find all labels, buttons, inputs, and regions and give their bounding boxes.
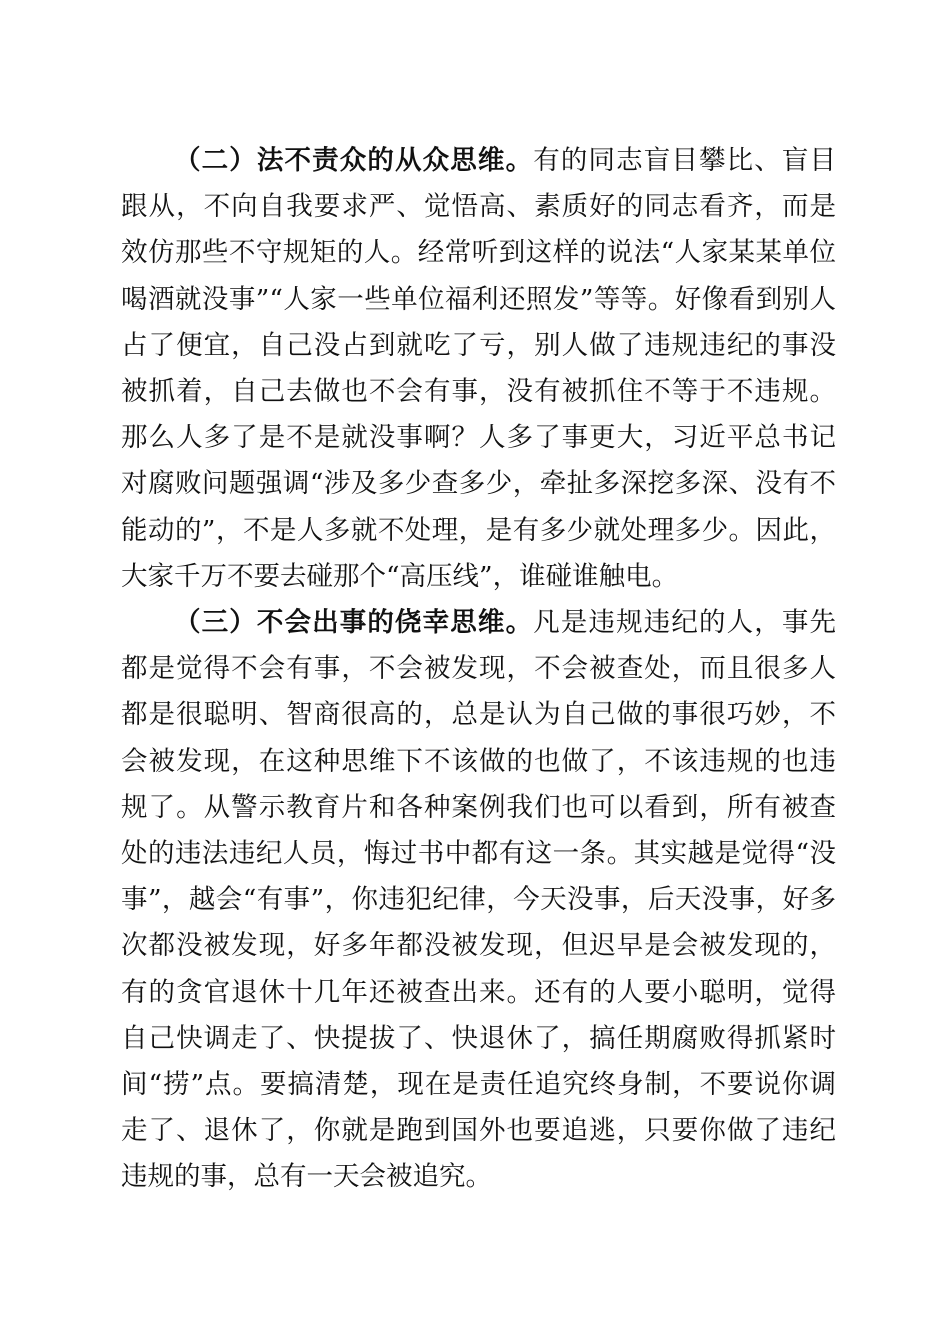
paragraph-heading: （三）不会出事的侥幸思维。	[174, 607, 534, 639]
paragraph-text: 有的同志盲目攀比、盲目跟从，不向自我要求严、觉悟高、素质好的同志看齐，而是效仿那些不守规矩的人。经常听到这样的说法“人家某某单位喝酒就没事”“人家一些单位福利还照发”等等。好像看到别人占了便宜，自己没占到就吃了亏，别人做了违规违纪的事没被抓着，自己去做也不会有事，没有被抓住不等于不违规。那么人多了是不是就没事啊？人多了事更大，习近平总书记对腐败问题强调“涉及多少查多少，牵扯多深挖多深、没有不能动的”，不是人多就不处理，是有多少就处理多少。因此，大家千万不要去碰那个“高压线”，谁碰谁触电。	[121, 145, 837, 592]
document-body	[121, 138, 836, 1201]
paragraph-heading: （二）法不责众的从众思维。	[174, 145, 534, 176]
paragraph-luck-mentality	[121, 600, 836, 1201]
paragraph-herd-mentality	[121, 138, 836, 600]
paragraph-text: 凡是违规违纪的人，事先都是觉得不会有事，不会被发现，不会被查处，而且很多人都是很聪明、智商很高的，总是认为自己做的事很巧妙，不会被发现，在这种思维下不该做的也做了，不该违规的也违规了。从警示教育片和各种案例我们也可以看到，所有被查处的违法违纪人员，悔过书中都有这一条。其实越是觉得“没事”，越会“有事”，你违犯纪律，今天没事，后天没事，好多次都没被发现，好多年都没被发现，但迟早是会被发现的，有的贪官退休十几年还被查出来。还有的人要小聪明，觉得自己快调走了、快提拔了、快退休了，搞任期腐败得抓紧时间“捞”点。要搞清楚，现在是责任追究终身制，不要说你调走了、退休了，你就是跑到国外也要追逃，只要你做了违纪违规的事，总有一天会被追究。	[121, 607, 837, 1193]
